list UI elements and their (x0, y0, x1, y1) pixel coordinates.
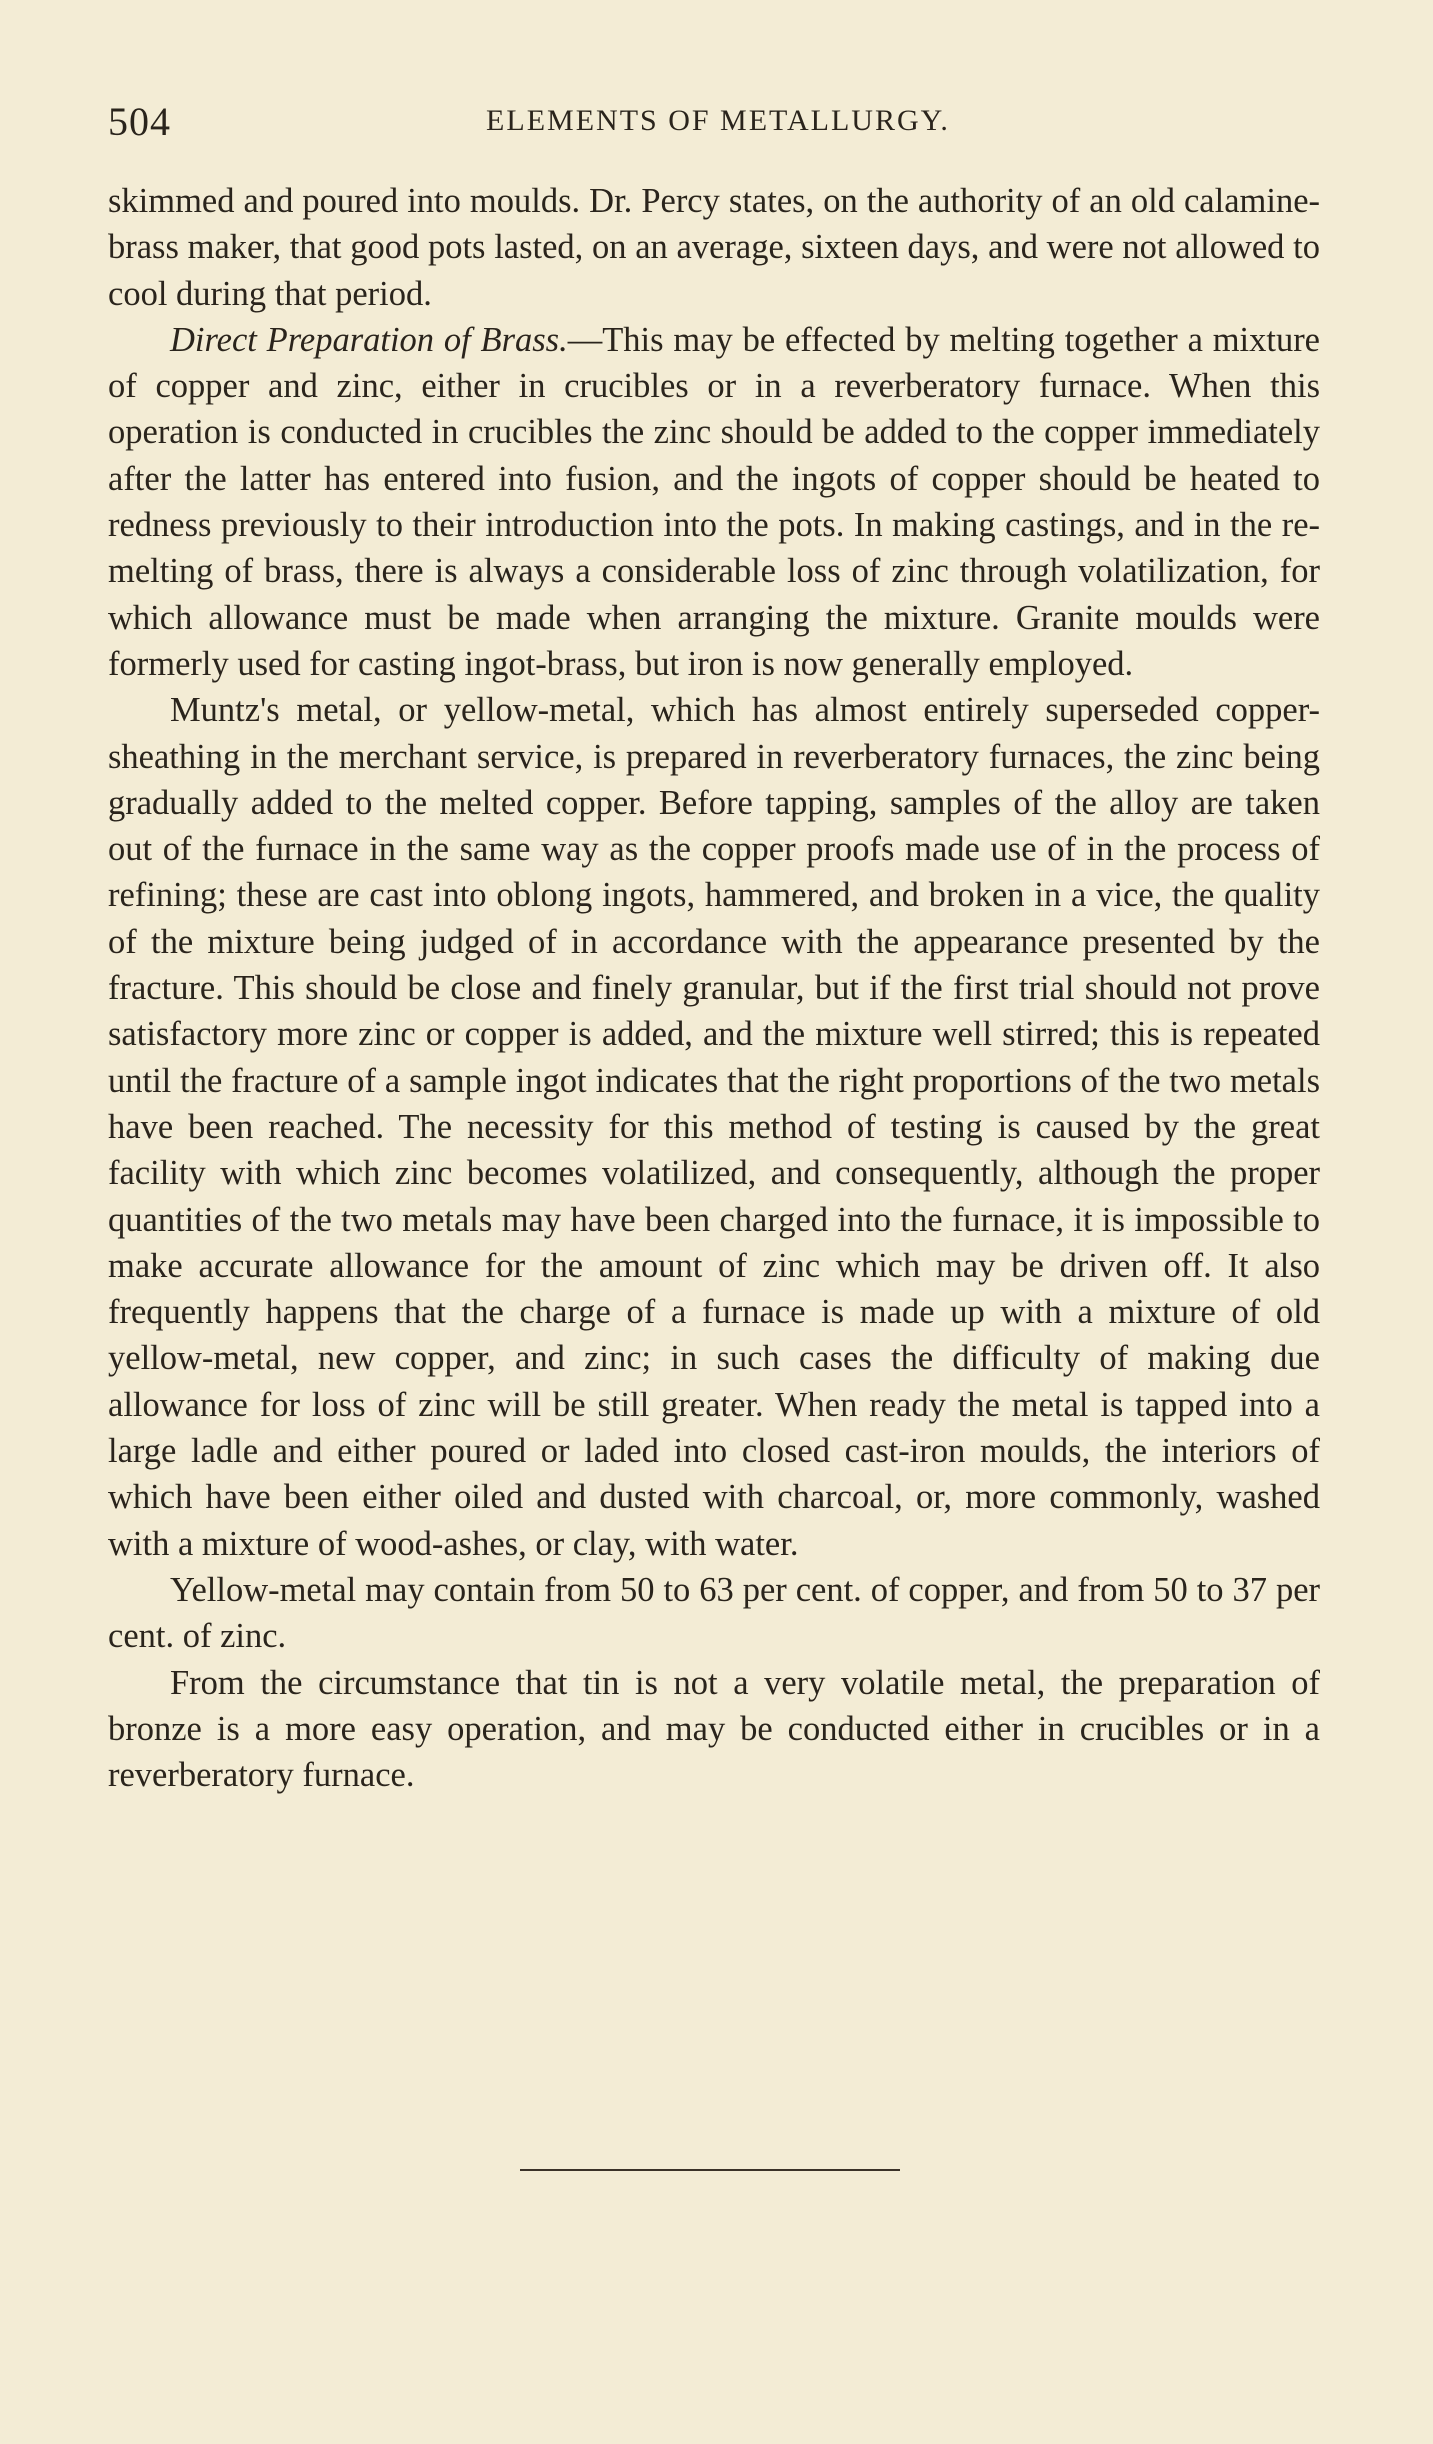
page-header (108, 98, 1328, 148)
page-number: 504 (108, 99, 171, 144)
paragraph-direct-preparation (108, 317, 1320, 687)
paragraph-text: —This may be effected by melting together a mixture of copper and zinc, either in crucibles or in a reverberatory furnace. When this operation is conducted in crucibles the zinc should be added to the copper immediately after the latter has entered into fusion, and the ingots of copper should be heated to redness previously to their introduction into the pots. In making castings, and in the re-melting of brass, there is always a considerable loss of zinc through volatilization, for which allowance must be made when arranging the mixture. Granite moulds were formerly used for casting ingot-brass, but iron is now generally employed. (108, 320, 1320, 683)
running-title: ELEMENTS OF METALLURGY. (486, 104, 950, 137)
paragraph-continuation: skimmed and poured into moulds. Dr. Percy states, on the authority of an old calamine-brass maker, that good pots lasted, on an average, sixteen days, and were not allowed to cool during that period. (108, 182, 1320, 313)
paragraph-muntz-metal: Muntz's metal, or yellow-metal, which has almost entirely superseded copper-sheathing in the merchant service, is prepared in reverberatory furnaces, the zinc being gradually added to the melted copper. Before tapping, samples of the alloy are taken out of the furnace in the same way as the copper proofs made use of in the process of refining; these are cast into oblong ingots, hammered, and broken in a vice, the quality of the mixture being judged of in accordance with the appearance presented by the fracture. This should be close and finely granular, but if the first trial should not prove satisfactory more zinc or copper is added, and the mixture well stirred; this is repeated until the fracture of a sample ingot indicates that the right proportions of the two metals have been reached. The necessity for this method of testing is caused by the great facility with which zinc becomes volatilized, and consequently, although the proper quantities of the two metals may have been charged into the furnace, it is impossible to make accurate allowance for the amount of zinc which may be driven off. It also frequently happens that the charge of a furnace is made up with a mixture of old yellow-metal, new copper, and zinc; in such cases the difficulty of making due allowance for loss of zinc will be still greater. When ready the metal is tapped into a large ladle and either poured or laded into closed cast-iron moulds, the interiors of which have been either oiled and dusted with charcoal, or, more commonly, washed with a mixture of wood-ashes, or clay, with water. (108, 691, 1320, 1563)
paragraph-yellow-metal-composition: Yellow-metal may contain from 50 to 63 per cent. of copper, and from 50 to 37 per cent. of zinc. (108, 1570, 1320, 1656)
end-rule (520, 2169, 900, 2171)
body-text (108, 178, 1320, 1798)
section-heading: Direct Preparation of Brass. (170, 320, 568, 359)
paragraph-bronze: From the circumstance that tin is not a very volatile metal, the preparation of bronze is a more easy operation, and may be conducted either in crucibles or in a reverberatory furnace. (108, 1663, 1320, 1795)
